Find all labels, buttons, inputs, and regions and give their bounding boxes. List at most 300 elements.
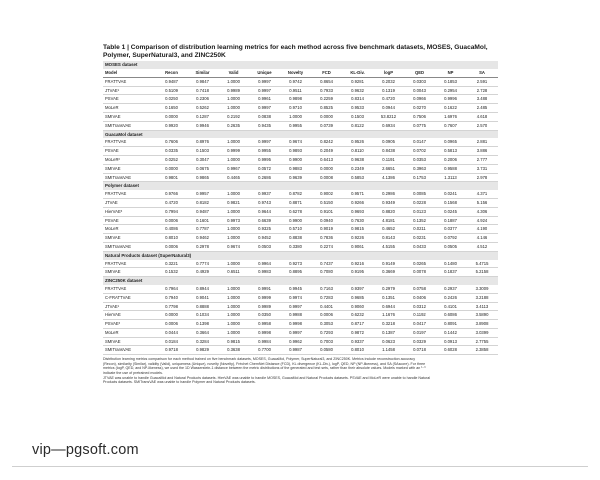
metric-value-cell: 0.9996 bbox=[435, 95, 466, 104]
model-name-cell: PSVAE bbox=[103, 216, 156, 225]
metric-value-cell: 0.9273 bbox=[280, 260, 311, 268]
metric-value-cell: 5.2158 bbox=[466, 268, 498, 277]
model-name-cell: JTVAE¹ bbox=[103, 86, 156, 95]
metric-value-cell: 0.2979 bbox=[373, 285, 404, 293]
metric-value-cell: 0.5710 bbox=[280, 225, 311, 234]
metric-value-cell: 0.4652 bbox=[373, 225, 404, 234]
metric-value-cell: 0.0197 bbox=[404, 328, 435, 337]
metric-value-cell: 0.0006 bbox=[156, 320, 187, 329]
section-header-row bbox=[103, 251, 498, 259]
table-row bbox=[103, 104, 498, 113]
metric-value-cell: 0.7933 bbox=[311, 86, 342, 95]
model-name-cell: SMITransVAE bbox=[103, 242, 156, 251]
metric-value-cell: 3.5890 bbox=[466, 311, 498, 320]
metric-value-cell: 0.3047 bbox=[187, 155, 218, 164]
metric-value-cell: 0.1034 bbox=[187, 311, 218, 320]
metric-value-cell: 0.1503 bbox=[187, 147, 218, 156]
section-header-row bbox=[103, 130, 498, 138]
metric-value-cell: 0.0675 bbox=[187, 164, 218, 173]
metric-value-cell: 0.8091 bbox=[435, 320, 466, 329]
metric-value-cell: 1.0000 bbox=[218, 293, 249, 302]
metric-value-cell: 0.9900 bbox=[280, 155, 311, 164]
metric-value-cell: 1.0000 bbox=[218, 77, 249, 86]
metric-value-cell: 0.8838 bbox=[280, 234, 311, 243]
table-row bbox=[103, 320, 498, 329]
metric-value-cell: 0.0085 bbox=[404, 190, 435, 198]
model-name-cell: SMITransVAE bbox=[103, 346, 156, 355]
metric-value-cell: 1.0000 bbox=[218, 95, 249, 104]
metric-value-cell: 0.7836 bbox=[311, 234, 342, 243]
metric-value-cell: 0.9900 bbox=[280, 216, 311, 225]
section-header-row bbox=[103, 182, 498, 190]
metric-value-cell: 0.8010 bbox=[156, 234, 187, 243]
metric-value-cell: 0.7437 bbox=[311, 260, 342, 268]
metric-value-cell: 0.2954 bbox=[435, 86, 466, 95]
model-name-cell: PSVAE bbox=[103, 95, 156, 104]
table-row bbox=[103, 242, 498, 251]
metric-value-cell: 2.728 bbox=[466, 86, 498, 95]
metric-value-cell: 0.5853 bbox=[342, 173, 373, 182]
metric-value-cell: 0.8888 bbox=[187, 302, 218, 311]
metric-value-cell: 4.306 bbox=[466, 207, 498, 216]
footnote-line: indicate the use of pretrained models. bbox=[103, 371, 163, 376]
metric-value-cell: 1.1458 bbox=[373, 346, 404, 355]
metric-value-cell: 0.3664 bbox=[187, 328, 218, 337]
metric-value-cell: 0.5150 bbox=[311, 198, 342, 207]
metric-value-cell: 0.9397 bbox=[342, 285, 373, 293]
metric-value-cell: 0.9957 bbox=[187, 190, 218, 198]
metric-value-cell: 0.2986 bbox=[373, 190, 404, 198]
metric-value-cell: 1.0000 bbox=[218, 207, 249, 216]
metric-value-cell: 1.0000 bbox=[218, 225, 249, 234]
table-row bbox=[103, 112, 498, 121]
metric-value-cell: 0.9898 bbox=[280, 95, 311, 104]
metric-value-cell: 0.8871 bbox=[280, 198, 311, 207]
metric-value-cell: 1.0000 bbox=[218, 302, 249, 311]
metric-value-cell: 0.9815 bbox=[218, 337, 249, 346]
metric-value-cell: 0.9632 bbox=[342, 86, 373, 95]
section-title: Natural Products dataset (SuperNatural3) bbox=[103, 251, 498, 259]
metric-value-cell: 0.0312 bbox=[404, 302, 435, 311]
metric-value-cell: 0.4929 bbox=[187, 268, 218, 277]
metric-value-cell: 0.0000 bbox=[156, 112, 187, 121]
metric-value-cell: 0.9571 bbox=[342, 190, 373, 198]
column-header: Similar bbox=[187, 69, 218, 77]
metric-value-cell: 2.7755 bbox=[466, 337, 498, 346]
metric-value-cell: 0.0718 bbox=[404, 346, 435, 355]
watermark-text: vip—pgsoft.com bbox=[32, 442, 139, 458]
metric-value-cell: 0.9337 bbox=[342, 337, 373, 346]
metric-value-cell: 0.9989 bbox=[249, 302, 280, 311]
table-row bbox=[103, 147, 498, 156]
metric-value-cell: 0.4465 bbox=[218, 173, 249, 182]
metric-value-cell: 0.9958 bbox=[249, 320, 280, 329]
metric-value-cell: 0.8110 bbox=[342, 147, 373, 156]
metric-value-cell: 1.0000 bbox=[218, 138, 249, 146]
model-name-cell: SMIVAE bbox=[103, 234, 156, 243]
watermark-divider bbox=[12, 466, 588, 467]
table-row bbox=[103, 198, 498, 207]
metric-value-cell: 0.9588 bbox=[435, 164, 466, 173]
metric-value-cell: 0.9995 bbox=[249, 155, 280, 164]
metric-value-cell: 4.371 bbox=[466, 190, 498, 198]
table-row bbox=[103, 173, 498, 182]
metric-value-cell: 0.8143 bbox=[373, 234, 404, 243]
metric-value-cell: 2.777 bbox=[466, 155, 498, 164]
metric-value-cell: 0.9955 bbox=[249, 147, 280, 156]
metric-value-cell: 0.9435 bbox=[249, 121, 280, 130]
table-row bbox=[103, 121, 498, 130]
metric-value-cell: 5.156 bbox=[466, 198, 498, 207]
table-footnotes bbox=[103, 357, 498, 385]
metric-value-cell: 0.0006 bbox=[311, 311, 342, 320]
metric-value-cell: 0.9945 bbox=[280, 285, 311, 293]
metric-value-cell: 0.0905 bbox=[373, 138, 404, 146]
document-page bbox=[103, 44, 498, 385]
metric-value-cell: 1.0000 bbox=[218, 328, 249, 337]
metric-value-cell: 0.0228 bbox=[404, 198, 435, 207]
section-title: GuacaMol dataset bbox=[103, 130, 498, 138]
column-header: QED bbox=[404, 69, 435, 77]
metric-value-cell: 1.1676 bbox=[373, 311, 404, 320]
metric-value-cell: 0.9955 bbox=[280, 121, 311, 130]
metric-value-cell: 0.9988 bbox=[280, 311, 311, 320]
metric-value-cell: 0.9216 bbox=[342, 260, 373, 268]
metric-value-cell: 0.7630 bbox=[342, 216, 373, 225]
metric-value-cell: 0.6639 bbox=[249, 216, 280, 225]
metric-value-cell: 0.1191 bbox=[373, 155, 404, 164]
metric-value-cell: 0.0006 bbox=[156, 242, 187, 251]
footnote-line: metrics (logP, QED, and NP-likeness), we used the 1D Wasserstein-1 distance between the metric distributions of the generated and test sets, rather than their absolute values. Models marked with an ¹⁻³ bbox=[103, 366, 426, 371]
metric-value-cell: 0.9974 bbox=[280, 293, 311, 302]
metric-value-cell: 0.0572 bbox=[249, 164, 280, 173]
footnote-line: JTVAE was unable to handle GuacaMol and Natural Products datasets. HierVAE was unable to handle MOSES, GuacaMol and Natural Products datasets. PSVAE and MoLeR were unable to handle Natural bbox=[103, 375, 431, 380]
metric-value-cell: 0.0000 bbox=[156, 164, 187, 173]
metric-value-cell: 0.3963 bbox=[404, 164, 435, 173]
metric-value-cell: 0.9101 bbox=[311, 207, 342, 216]
metric-value-cell: 4.190 bbox=[466, 225, 498, 234]
metric-value-cell: 0.4401 bbox=[311, 302, 342, 311]
metric-value-cell: 0.7964 bbox=[156, 285, 187, 293]
table-caption: Table 1 | Comparison of distribution learning metrics for each method across five benchmark datasets, MOSES, GuacaMol, Polymer, SuperNatural3, and ZINC250K bbox=[103, 44, 488, 59]
metric-value-cell: 0.9821 bbox=[218, 198, 249, 207]
metric-value-cell: 0.0000 bbox=[311, 164, 342, 173]
model-name-cell: SMIVAE bbox=[103, 337, 156, 346]
metric-value-cell: 0.9983 bbox=[249, 268, 280, 277]
table-row bbox=[103, 260, 498, 268]
metric-value-cell: 4.1386 bbox=[373, 173, 404, 182]
metric-value-cell: 0.6278 bbox=[280, 207, 311, 216]
metric-value-cell: 0.9987 bbox=[280, 346, 311, 355]
metric-value-cell: 0.1601 bbox=[187, 216, 218, 225]
metric-value-cell: 0.9674 bbox=[218, 242, 249, 251]
metric-value-cell: 3.2188 bbox=[466, 293, 498, 302]
table-row bbox=[103, 86, 498, 95]
table-row bbox=[103, 311, 498, 320]
metric-value-cell: 0.0417 bbox=[404, 320, 435, 329]
metric-value-cell: 0.7607 bbox=[435, 121, 466, 130]
column-header: Valid bbox=[218, 69, 249, 77]
column-header: SA bbox=[466, 69, 498, 77]
metric-value-cell: 0.0444 bbox=[156, 328, 187, 337]
metric-value-cell: 0.9829 bbox=[187, 346, 218, 355]
metric-value-cell: 0.9718 bbox=[156, 346, 187, 355]
metric-value-cell: 0.9452 bbox=[249, 234, 280, 243]
metric-value-cell: 0.0147 bbox=[404, 138, 435, 146]
metric-value-cell: 0.9743 bbox=[249, 198, 280, 207]
metric-value-cell: 1.6976 bbox=[435, 112, 466, 121]
metric-value-cell: 0.9526 bbox=[342, 138, 373, 146]
metric-value-cell: 1.0000 bbox=[218, 311, 249, 320]
metric-value-cell: 0.1351 bbox=[373, 293, 404, 302]
metric-value-cell: 0.3669 bbox=[373, 268, 404, 277]
metric-value-cell: 0.2274 bbox=[311, 242, 342, 251]
metric-value-cell: 1.3113 bbox=[435, 173, 466, 182]
metric-value-cell: 0.9349 bbox=[373, 198, 404, 207]
metric-value-cell: 0.7003 bbox=[311, 337, 342, 346]
metric-value-cell: 0.0792 bbox=[435, 234, 466, 243]
metric-value-cell: 1.0000 bbox=[218, 260, 249, 268]
metric-value-cell: 0.9644 bbox=[249, 207, 280, 216]
metric-value-cell: 0.4720 bbox=[373, 95, 404, 104]
metric-value-cell: 0.7283 bbox=[311, 293, 342, 302]
metric-value-cell: 0.9998 bbox=[280, 320, 311, 329]
metric-value-cell: 2.6651 bbox=[373, 164, 404, 173]
metric-value-cell: 0.9946 bbox=[187, 121, 218, 130]
metric-value-cell: 0.0252 bbox=[156, 155, 187, 164]
metric-value-cell: 0.9962 bbox=[280, 337, 311, 346]
metrics-table bbox=[103, 61, 498, 355]
metric-value-cell: 0.9019 bbox=[311, 225, 342, 234]
metric-value-cell: 0.6232 bbox=[342, 311, 373, 320]
metric-value-cell: 0.9511 bbox=[280, 86, 311, 95]
table-row bbox=[103, 190, 498, 198]
metric-value-cell: 3.3009 bbox=[466, 285, 498, 293]
metric-value-cell: 0.0008 bbox=[311, 173, 342, 182]
metric-value-cell: 0.0350 bbox=[249, 311, 280, 320]
model-name-cell: FRATTVAE bbox=[103, 77, 156, 86]
metric-value-cell: 0.1650 bbox=[156, 104, 187, 113]
metric-value-cell: 0.7506 bbox=[404, 112, 435, 121]
metric-value-cell: 0.9487 bbox=[187, 207, 218, 216]
footnote-line: (Recon), similarity (Similar), validity (Valid), uniqueness (Unique), novelty (Novelty), Fréchet ChemNet Distance (FCD), KL divergence (KL-Div.), logP, QED, NP (NP-likeness), and SA (SAscore). For three bbox=[103, 361, 426, 366]
metric-value-cell: 0.2032 bbox=[373, 77, 404, 86]
metric-value-cell: 0.0739 bbox=[311, 121, 342, 130]
metric-value-cell: 0.0231 bbox=[404, 234, 435, 243]
metric-value-cell: 0.3053 bbox=[311, 320, 342, 329]
section-header-row bbox=[103, 61, 498, 69]
metric-value-cell: 0.0580 bbox=[311, 346, 342, 355]
metric-value-cell: 0.8895 bbox=[280, 268, 311, 277]
metric-value-cell: 4.146 bbox=[466, 234, 498, 243]
metric-value-cell: 0.9997 bbox=[249, 138, 280, 146]
metric-value-cell: 0.0377 bbox=[435, 225, 466, 234]
table-row bbox=[103, 234, 498, 243]
metric-value-cell: 0.9801 bbox=[156, 173, 187, 182]
metric-value-cell: 0.1352 bbox=[404, 216, 435, 225]
metric-value-cell: 0.4101 bbox=[435, 302, 466, 311]
metric-value-cell: 0.0775 bbox=[404, 121, 435, 130]
metric-value-cell: 0.8717 bbox=[342, 320, 373, 329]
metric-value-cell: 0.9685 bbox=[342, 293, 373, 302]
metric-value-cell: 0.0335 bbox=[156, 147, 187, 156]
model-name-cell: SMITransVAE bbox=[103, 173, 156, 182]
metric-value-cell: 0.8010 bbox=[342, 346, 373, 355]
model-name-cell: SMIVAE bbox=[103, 268, 156, 277]
metric-value-cell: 0.0503 bbox=[249, 242, 280, 251]
metric-value-cell: 0.9937 bbox=[249, 190, 280, 198]
metric-value-cell: 2.570 bbox=[466, 121, 498, 130]
metric-value-cell: 0.9041 bbox=[187, 293, 218, 302]
metric-value-cell: 3.488 bbox=[466, 95, 498, 104]
metric-value-cell: 0.2937 bbox=[435, 285, 466, 293]
model-name-cell: MoLeR² bbox=[103, 155, 156, 164]
metric-value-cell: 0.9061 bbox=[342, 242, 373, 251]
metric-value-cell: 0.8242 bbox=[311, 138, 342, 146]
metric-value-cell: 0.2686 bbox=[249, 173, 280, 182]
table-row bbox=[103, 346, 498, 355]
metric-value-cell: 0.9999 bbox=[249, 293, 280, 302]
metric-value-cell: 0.0006 bbox=[156, 216, 187, 225]
column-header: NP bbox=[435, 69, 466, 77]
model-name-cell: FRATTVAE bbox=[103, 138, 156, 146]
metric-value-cell: 0.8438 bbox=[373, 147, 404, 156]
metric-value-cell: 0.0078 bbox=[404, 268, 435, 277]
column-header: Recon bbox=[156, 69, 187, 77]
model-name-cell: JTVAE¹ bbox=[103, 302, 156, 311]
metric-value-cell: 1.0000 bbox=[218, 320, 249, 329]
metric-value-cell: 0.1192 bbox=[404, 311, 435, 320]
metric-value-cell: 0.9847 bbox=[187, 77, 218, 86]
metric-value-cell: 0.0505 bbox=[435, 242, 466, 251]
metric-value-cell: 0.8654 bbox=[311, 77, 342, 86]
metric-value-cell: 0.9973 bbox=[218, 216, 249, 225]
metric-value-cell: 0.6934 bbox=[373, 121, 404, 130]
column-header: Novelty bbox=[280, 69, 311, 77]
metric-value-cell: 0.0965 bbox=[435, 138, 466, 146]
metric-value-cell: 0.9997 bbox=[280, 328, 311, 337]
section-title: Polymer dataset bbox=[103, 182, 498, 190]
metric-value-cell: 0.2049 bbox=[311, 147, 342, 156]
table-row bbox=[103, 285, 498, 293]
metric-value-cell: 0.0623 bbox=[373, 337, 404, 346]
metric-value-cell: 0.9997 bbox=[249, 104, 280, 113]
column-header: Unique bbox=[249, 69, 280, 77]
model-name-cell: HierVAE³ bbox=[103, 207, 156, 216]
metric-value-cell: 0.9998 bbox=[249, 328, 280, 337]
metric-value-cell: 0.1387 bbox=[373, 328, 404, 337]
metric-value-cell: 3.4113 bbox=[466, 302, 498, 311]
metric-value-cell: 0.3638 bbox=[218, 346, 249, 355]
metric-value-cell: 3.731 bbox=[466, 164, 498, 173]
footnote-line: Products datasets. SMITransVAE was unable to handle Polymer and Natural Products datasets. bbox=[103, 380, 256, 385]
metric-value-cell: 0.1319 bbox=[373, 86, 404, 95]
table-row bbox=[103, 225, 498, 234]
model-name-cell: SMITransVAE bbox=[103, 121, 156, 130]
metric-value-cell: 0.0406 bbox=[404, 293, 435, 302]
metric-value-cell: 4.512 bbox=[466, 242, 498, 251]
metric-value-cell: 0.5109 bbox=[156, 86, 187, 95]
metric-value-cell: 2.978 bbox=[466, 173, 498, 182]
metric-value-cell: 0.9674 bbox=[280, 138, 311, 146]
metric-value-cell: 0.3218 bbox=[373, 320, 404, 329]
metric-value-cell: 0.0913 bbox=[435, 337, 466, 346]
metric-value-cell: 0.7700 bbox=[249, 346, 280, 355]
metric-value-cell: 0.7994 bbox=[156, 207, 187, 216]
metric-value-cell: 0.6413 bbox=[311, 155, 342, 164]
metric-value-cell: 0.7163 bbox=[311, 285, 342, 293]
metric-value-cell: 0.0265 bbox=[404, 260, 435, 268]
metric-value-cell: 0.6028 bbox=[435, 346, 466, 355]
metric-value-cell: 0.9693 bbox=[342, 207, 373, 216]
metric-value-cell: 0.9997 bbox=[249, 86, 280, 95]
metric-value-cell: 0.9997 bbox=[280, 302, 311, 311]
metric-value-cell: 0.9893 bbox=[280, 147, 311, 156]
model-name-cell: MoLeR bbox=[103, 328, 156, 337]
metric-value-cell: 0.9883 bbox=[280, 164, 311, 173]
metric-value-cell: 2.485 bbox=[466, 104, 498, 113]
metric-value-cell: 0.1837 bbox=[435, 268, 466, 277]
metric-value-cell: 0.0838 bbox=[249, 112, 280, 121]
metric-value-cell: 1.0000 bbox=[280, 112, 311, 121]
metric-value-cell: 0.7418 bbox=[187, 86, 218, 95]
metric-value-cell: 4.924 bbox=[466, 216, 498, 225]
metric-value-cell: 3.886 bbox=[466, 147, 498, 156]
metric-value-cell: 0.1442 bbox=[435, 328, 466, 337]
metric-value-cell: 0.9533 bbox=[342, 104, 373, 113]
metric-value-cell: 1.0000 bbox=[218, 234, 249, 243]
metric-value-cell: 2.591 bbox=[466, 77, 498, 86]
metric-value-cell: 0.9638 bbox=[342, 155, 373, 164]
metric-value-cell: 0.0250 bbox=[156, 95, 187, 104]
metric-value-cell: 0.0702 bbox=[404, 147, 435, 156]
section-title: ZINC250K dataset bbox=[103, 277, 498, 285]
metric-value-cell: 0.1622 bbox=[435, 104, 466, 113]
metric-value-cell: 0.9967 bbox=[218, 164, 249, 173]
metric-value-cell: 0.8182 bbox=[187, 198, 218, 207]
metric-value-cell: 0.2006 bbox=[435, 155, 466, 164]
model-name-cell: MoLeR bbox=[103, 225, 156, 234]
metric-value-cell: 0.7940 bbox=[156, 293, 187, 302]
metric-value-cell: 0.0241 bbox=[435, 190, 466, 198]
metric-value-cell: 5.4715 bbox=[466, 260, 498, 268]
metric-value-cell: 0.1568 bbox=[435, 198, 466, 207]
metric-value-cell: 0.1753 bbox=[404, 173, 435, 182]
metric-value-cell: 0.4086 bbox=[156, 225, 187, 234]
metric-value-cell: 0.7080 bbox=[311, 268, 342, 277]
model-name-cell: HierVAE bbox=[103, 311, 156, 320]
metric-value-cell: 0.9639 bbox=[280, 173, 311, 182]
metric-value-cell: 0.9815 bbox=[342, 225, 373, 234]
metric-value-cell: 0.7606 bbox=[156, 138, 187, 146]
metric-value-cell: 0.2635 bbox=[218, 121, 249, 130]
metric-value-cell: 0.1853 bbox=[435, 77, 466, 86]
metric-value-cell: 0.6944 bbox=[373, 302, 404, 311]
metric-value-cell: 3.0399 bbox=[466, 328, 498, 337]
metric-value-cell: 4.5155 bbox=[373, 242, 404, 251]
table-row bbox=[103, 95, 498, 104]
metric-value-cell: 0.2306 bbox=[187, 95, 218, 104]
model-name-cell: SMIVAE bbox=[103, 164, 156, 173]
metric-value-cell: 0.9060 bbox=[342, 302, 373, 311]
metric-value-cell: 0.2426 bbox=[435, 293, 466, 302]
metric-value-cell: 0.8976 bbox=[187, 138, 218, 146]
metric-value-cell: 0.0000 bbox=[311, 112, 342, 121]
metric-value-cell: 0.9961 bbox=[249, 95, 280, 104]
metric-value-cell: 0.7798 bbox=[156, 302, 187, 311]
metric-value-cell: 0.9964 bbox=[249, 260, 280, 268]
metric-value-cell: 0.3284 bbox=[187, 337, 218, 346]
